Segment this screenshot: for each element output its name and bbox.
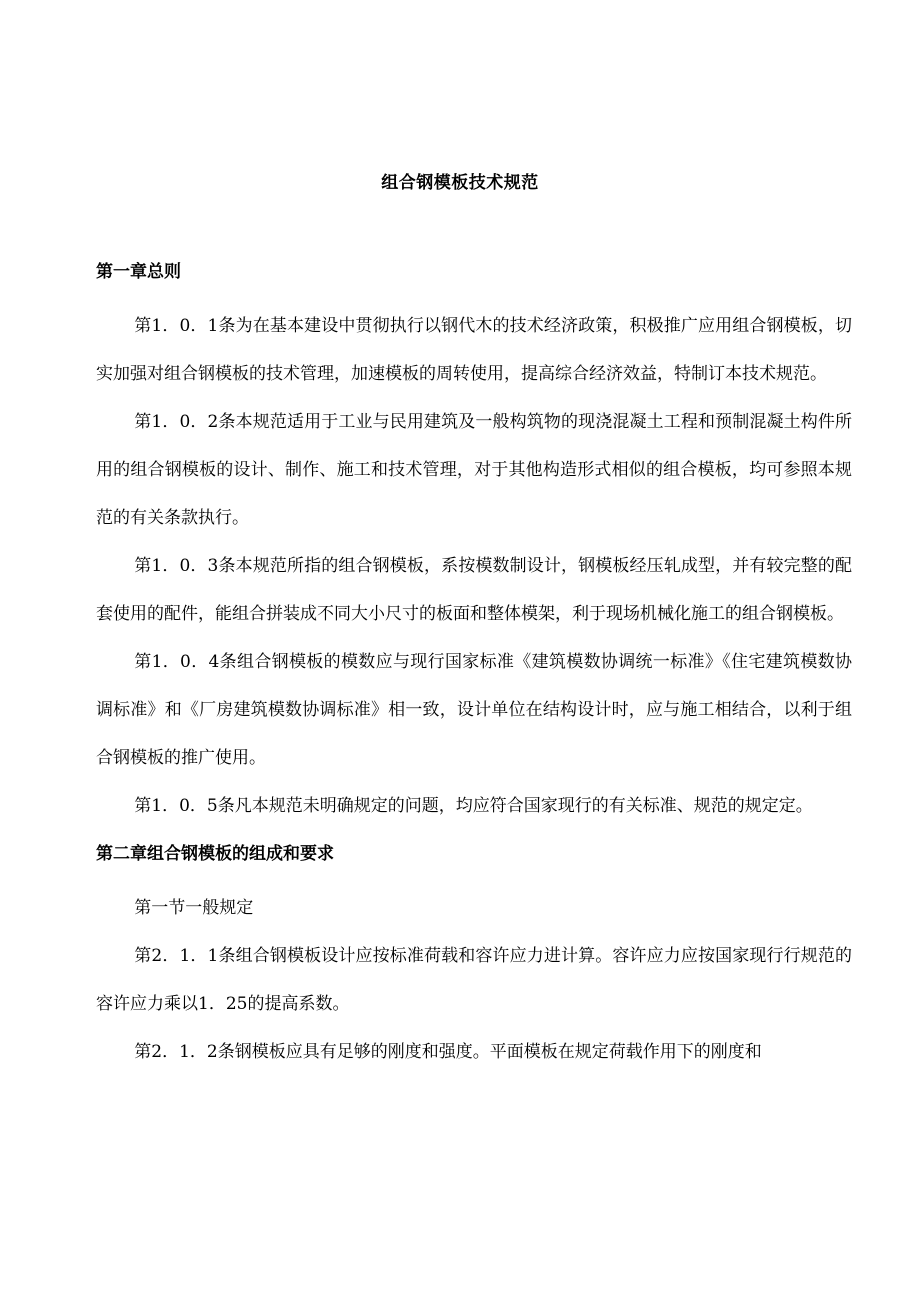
section-2-1-heading: 第一节一般规定 <box>134 898 254 918</box>
article-1-0-2: 第1．0．2条本规范适用于工业与民用建筑及一般构筑物的现浇混凝土工程和预制混凝土构件所用的组合钢模板的设计、制作、施工和技术管理，对于其他构造形式相似的组合模板，均可参照本规范的有关条款执行。 <box>96 412 852 528</box>
document-body <box>96 254 852 1076</box>
article-2-1-1: 第2．1．1条组合钢模板设计应按标准荷载和容许应力进计算。容许应力应按国家现行行规范的容许应力乘以1．25的提高系数。 <box>96 946 852 1014</box>
chapter-1-heading: 第一章总则 <box>96 262 181 282</box>
chapter-2-heading: 第二章组合钢模板的组成和要求 <box>96 844 334 864</box>
article-2-1-2: 第2．1．2条钢模板应具有足够的刚度和强度。平面模板在规定荷载作用下的刚度和 <box>134 1042 762 1062</box>
article-1-0-1: 第1．0．1条为在基本建设中贯彻执行以钢代木的技术经济政策，积极推广应用组合钢模板，切实加强对组合钢模板的技术管理，加速模板的周转使用，提高综合经济效益，特制订本技术规范。 <box>96 316 852 384</box>
document-title: 组合钢模板技术规范 <box>381 173 539 193</box>
article-1-0-3: 第1．0．3条本规范所指的组合钢模板，系按模数制设计，钢模板经压轧成型，并有较完整的配套使用的配件，能组合拼装成不同大小尺寸的板面和整体模架，利于现场机械化施工的组合钢模板。 <box>96 556 852 624</box>
article-1-0-4: 第1．0．4条组合钢模板的模数应与现行国家标准《建筑模数协调统一标准》《住宅建筑模数协调标准》和《厂房建筑模数协调标准》相一致，设计单位在结构设计时，应与施工相结合，以利于组合钢模板的推广使用。 <box>96 652 852 768</box>
article-1-0-5: 第1．0．5条凡本规范未明确规定的问题，均应符合国家现行的有关标准、规范的规定定。 <box>134 796 813 816</box>
